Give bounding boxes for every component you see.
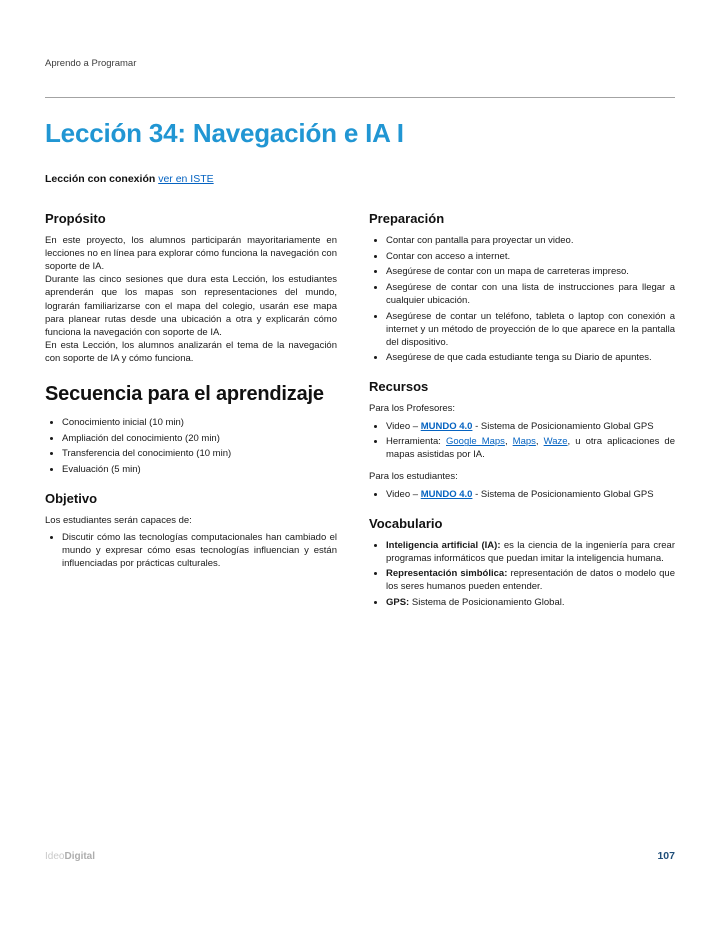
paragraph: En esta Lección, los alumnos analizarán el tema de la navegación con soporte de IA y cómo funciona. xyxy=(45,339,337,364)
recursos-students-list xyxy=(369,488,675,501)
list-item: • Asegúrese de que cada estudiante tenga su Diario de apuntes. xyxy=(386,351,675,364)
text-run: , u otra aplicaciones de mapas asistidas por IA. xyxy=(386,436,675,461)
objetivo-intro: Los estudiantes serán capaces de: xyxy=(45,515,192,527)
list-item: • Ampliación del conocimiento (20 min) xyxy=(62,432,337,445)
text-run: GPS: xyxy=(386,597,410,609)
recursos-teachers-list xyxy=(369,420,675,462)
hyperlink[interactable]: MUNDO 4.0 xyxy=(420,420,473,432)
content-columns xyxy=(45,211,675,612)
secuencia-list xyxy=(45,416,337,476)
list-item: • Transferencia del conocimiento (10 min) xyxy=(62,447,337,460)
list-item: • Contar con acceso a internet. xyxy=(386,250,675,263)
page-number: 107 xyxy=(657,850,675,862)
list-item: • Asegúrese de contar con un mapa de carreteras impreso. xyxy=(386,265,675,278)
text-run: Sistema de Posicionamiento Global. xyxy=(409,597,565,609)
recursos-heading: Recursos xyxy=(369,379,429,395)
text-run: - Sistema de Posicionamiento Global GPS xyxy=(472,488,654,500)
hyperlink[interactable]: Waze xyxy=(543,436,568,448)
text-run: Representación simbólica: xyxy=(386,568,508,580)
hyperlink[interactable]: ver en ISTE xyxy=(158,173,214,185)
text-run: Inteligencia artificial (IA): xyxy=(386,539,501,551)
page-title: Lección 34: Navegación e IA I xyxy=(45,118,404,148)
brand-logo-light: Ideo xyxy=(45,851,65,862)
hyperlink[interactable]: MUNDO 4.0 xyxy=(420,488,473,500)
section-vocabulario xyxy=(369,516,675,610)
secuencia-heading: Secuencia para el aprendizaje xyxy=(45,383,324,406)
paragraph: Durante las cinco sesiones que dura esta Lección, los estudiantes aprenderán que los mapas son representaciones del mundo, lograrán familiarizarse con el mapa del colegio, usarán ese mapa para planear rutas desde una ubicación a otra y explicarán cómo funciona la navegación con soporte de IA. xyxy=(45,274,337,338)
objetivo-list xyxy=(45,531,337,570)
list-item: • Asegúrese de contar con una lista de instrucciones para llegar a cualquier ubicación. xyxy=(386,281,675,307)
list-item: • Contar con pantalla para proyectar un video. xyxy=(386,234,675,247)
text-run: Herramienta: xyxy=(386,436,446,448)
list-item: • Conocimiento inicial (10 min) xyxy=(62,416,337,429)
header-divider xyxy=(45,97,675,98)
brand-logo-bold: Digital xyxy=(64,851,96,862)
hyperlink[interactable]: Google Maps xyxy=(445,436,505,448)
text-run: Video – xyxy=(386,488,421,500)
list-item xyxy=(386,567,675,593)
text-run: , xyxy=(535,436,544,448)
recursos-students-label: Para los estudiantes: xyxy=(369,471,458,483)
hyperlink[interactable]: Maps xyxy=(512,436,536,448)
proposito-paragraphs xyxy=(45,234,337,365)
preparacion-list xyxy=(369,234,675,364)
preparacion-heading: Preparación xyxy=(369,211,445,226)
document-header: Aprendo a Programar xyxy=(45,58,137,69)
list-item xyxy=(386,596,675,609)
objetivo-heading: Objetivo xyxy=(45,491,98,507)
section-proposito xyxy=(45,211,337,365)
list-item: • Asegúrese de contar un teléfono, tableta o laptop con conexión a internet y un método de proyección de lo que aparece en la pantalla del dispositivo. xyxy=(386,310,675,349)
page-footer xyxy=(45,850,675,862)
brand-logo xyxy=(45,851,95,862)
text-run: Video – xyxy=(386,420,421,432)
section-objetivo xyxy=(45,491,337,570)
list-item xyxy=(386,488,675,501)
vocabulario-list xyxy=(369,539,675,610)
recursos-teachers-label: Para los Profesores: xyxy=(369,403,456,415)
list-item: • Evaluación (5 min) xyxy=(62,463,337,476)
paragraph: En este proyecto, los alumnos participarán mayoritariamente en lecciones no en línea para explorar cómo funciona la navegación con soporte de IA. xyxy=(45,235,337,273)
vocabulario-heading: Vocabulario xyxy=(369,515,443,531)
list-item xyxy=(386,539,675,565)
text-run: es la ciencia de la ingeniería para crear programas informáticos que puedan imitar la inteligencia humana. xyxy=(386,539,675,564)
proposito-heading: Propósito xyxy=(45,211,106,226)
lesson-connection-subtitle xyxy=(45,173,675,185)
text-run: - Sistema de Posicionamiento Global GPS xyxy=(472,420,654,432)
list-item xyxy=(386,420,675,433)
list-item: • Discutir cómo las tecnologías computacionales han cambiado el mundo y expresar cómo esas tecnologías influencian y están influenciadas por prácticas culturales. xyxy=(62,531,337,570)
section-recursos xyxy=(369,379,675,500)
section-preparacion xyxy=(369,211,675,364)
text-run: , xyxy=(504,436,513,448)
list-item xyxy=(386,435,675,461)
left-column xyxy=(45,211,337,612)
right-column xyxy=(369,211,675,612)
text-run: representación de datos o modelo que los seres humanos pueden entender. xyxy=(386,568,675,593)
section-secuencia xyxy=(45,383,337,476)
text-run: Lección con conexión xyxy=(45,173,159,185)
